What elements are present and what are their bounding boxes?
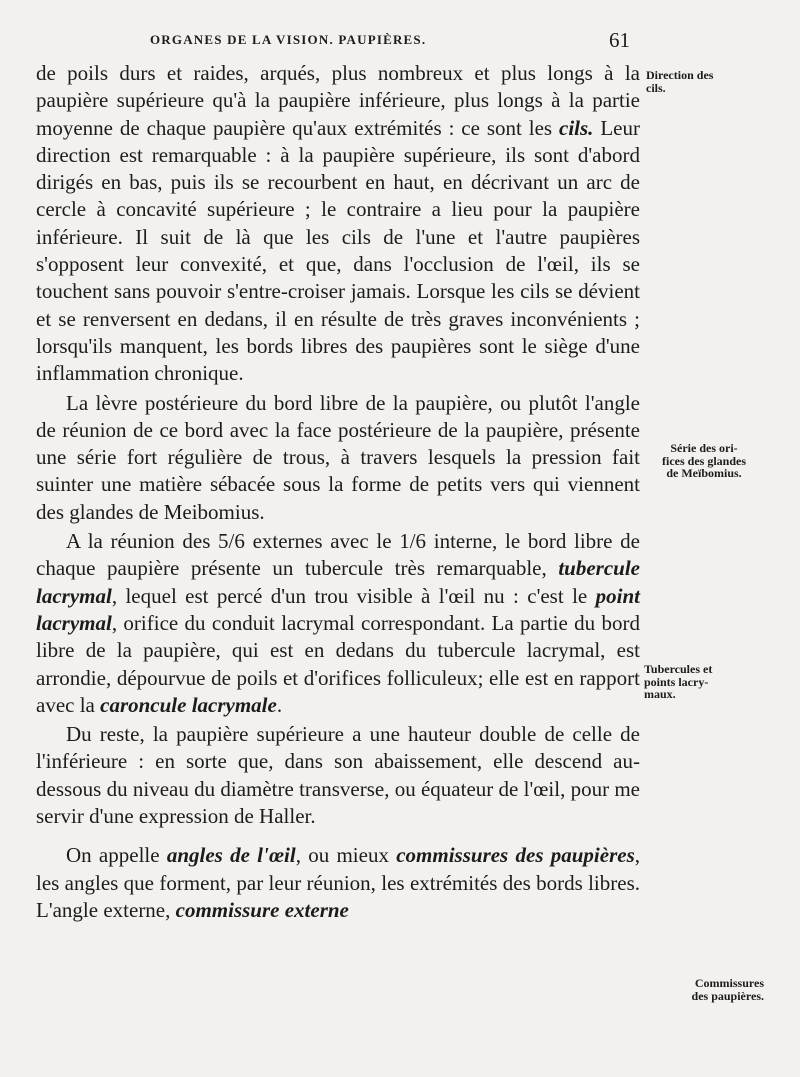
term-tubercule-lacrymal: tubercule lacrymal bbox=[36, 556, 640, 608]
term-caroncule-lacrymale: caroncule lacrymale bbox=[100, 692, 277, 717]
text-run: Leur direction est remarquable : à la paupière supérieure, ils sont d'abord dirigés en bas, puis ils se recourbent en haut, en décrivant un arc de cercle à concavité supérieure ; le contraire a lieu pour la paupière inférieure. Il suit de là que les cils de l'une et l'autre paupières s'opposent leur convexité, et que, dans l'occlusion de l'œil, ils se touchent sans pouvoir s'entre-croiser jamais. Lorsque les cils se dévient et se renversent en dedans, il en résulte de très graves inconvénients ; lorsqu'ils manquent, les bords libres des paupières sont le siège d'une inflammation chronique. bbox=[36, 115, 640, 386]
term-point-lacrymal: point lacrymal bbox=[36, 583, 640, 635]
margin-note-commissures: Commissures des paupières. bbox=[691, 976, 764, 1003]
text-run: , orifice du conduit lacrymal correspondant. La partie du bord libre de la paupière, qui est en dedans du tubercule lacrymal, est arrondie, dépourvue de poils et d'orifices folliculeux; elle est en rapport avec la bbox=[36, 610, 640, 717]
margin-note-direction-cils: Direction des cils. bbox=[646, 68, 714, 95]
text-run: A la réunion des 5/6 externes avec le 1/6 interne, le bord libre de chaque paupière présente un tubercule très remarquable, bbox=[36, 529, 640, 581]
text-run: On appelle bbox=[66, 843, 167, 868]
paragraph-meibomius bbox=[36, 390, 640, 526]
term-cils: cils. bbox=[559, 115, 594, 140]
text-run: La lèvre postérieure du bord libre de la paupière, ou plutôt l'angle de réunion de ce bord avec la face postérieure de la paupière, présente une série fort régulière de trous, à travers lesquels la pression fait suinter une matière sébacée sous la forme de petits vers qui viennent des glandes de Meibomius. bbox=[36, 390, 640, 524]
running-title: ORGANES DE LA VISION. PAUPIÈRES. bbox=[150, 32, 427, 47]
page-number: 61 bbox=[609, 28, 630, 52]
margin-note-glandes-meibomius: Série des ori- fices des glandes de Meïbomius. bbox=[662, 441, 746, 480]
paragraph-cils bbox=[36, 60, 640, 388]
text-run: , les angles que forment, par leur réunion, les extrémités des bords libres. L'angle externe, bbox=[36, 843, 640, 922]
paragraph-tubercule bbox=[36, 528, 640, 719]
text-run: , lequel est percé d'un trou visible à l'œil nu : c'est le bbox=[111, 583, 596, 608]
term-angles-oeil: angles de l'œil bbox=[166, 843, 296, 868]
text-run: de poils durs et raides, arqués, plus nombreux et plus longs à la paupière supérieure qu'à la paupière inférieure, plus longs à la partie moyenne de chaque paupière qu'aux extrémités : ce sont les bbox=[36, 61, 640, 140]
text-run: . bbox=[276, 692, 283, 717]
text-run: , ou mieux bbox=[295, 843, 397, 868]
term-commissures-paupieres: commissures des paupières bbox=[396, 843, 635, 868]
text-run: Du reste, la paupière supérieure a une hauteur double de celle de l'inférieure : en sorte que, dans son abaissement, elle descend au-dessous du niveau du diamètre transverse, ou équateur de l'œil, pour me servir d'une expression de Haller. bbox=[36, 722, 640, 829]
page-header bbox=[150, 28, 630, 56]
paragraph-commissures bbox=[36, 842, 640, 924]
margin-note-points-lacrymaux: Tubercules et points lacry- maux. bbox=[644, 662, 713, 701]
paragraph-hauteur bbox=[36, 721, 640, 830]
term-commissure-externe: commissure externe bbox=[175, 897, 349, 922]
body-text bbox=[36, 60, 640, 924]
